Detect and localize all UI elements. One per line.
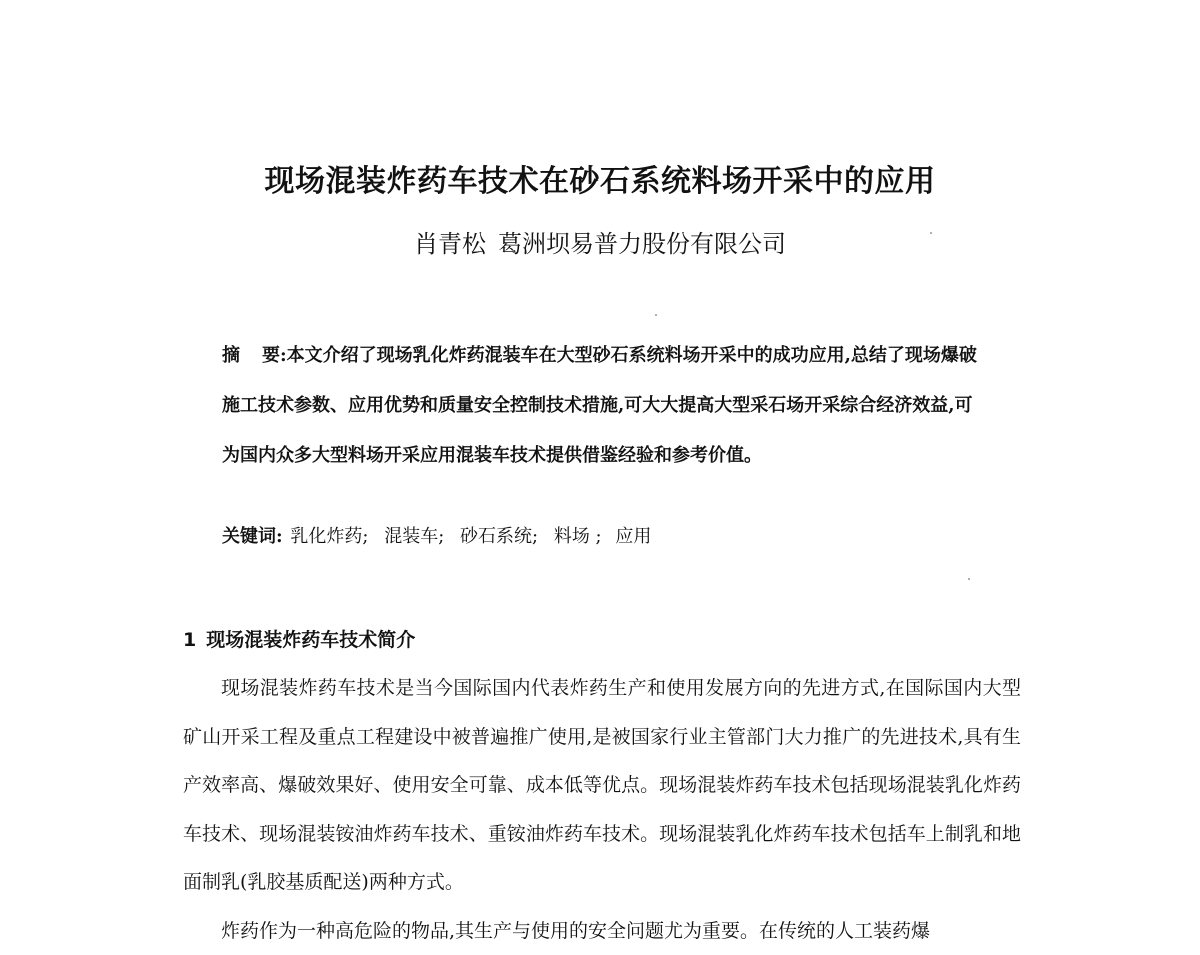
keyword-item: 乳化炸药; — [290, 526, 368, 547]
abstract-label — [222, 345, 287, 366]
body-paragraph: 炸药作为一种高危险的物品,其生产与使用的安全问题尤为重要。在传统的人工装药爆 — [183, 907, 1021, 955]
author-name: 肖青松 — [414, 230, 486, 258]
keyword-item: 砂石系统; — [460, 526, 538, 547]
abstract-block — [222, 331, 982, 481]
section-body — [183, 664, 1021, 955]
abstract-label-char2: 要: — [262, 345, 287, 366]
keyword-item: 混装车; — [384, 526, 444, 547]
keyword-item: 应用 — [615, 526, 651, 547]
abstract-label-char1: 摘 — [222, 345, 240, 366]
scan-speck — [930, 232, 932, 234]
section-title: 现场混装炸药车技术简介 — [206, 629, 415, 651]
keyword-item: 料场 ; — [554, 526, 602, 547]
scan-speck — [655, 314, 657, 316]
scan-speck — [968, 578, 970, 580]
keywords-label: 关键词: — [222, 526, 283, 547]
section-number: 1 — [183, 629, 196, 651]
abstract-text: 本文介绍了现场乳化炸药混装车在大型砂石系统料场开采中的成功应用,总结了现场爆破施工技术参数、应用优势和质量安全控制技术措施,可大大提高大型采石场开采综合经济效益,可为国内众多大型料场开采应用混装车技术提供借鉴经验和参考价值。 — [222, 345, 977, 466]
author-line — [0, 224, 1200, 259]
paper-title: 现场混装炸药车技术在砂石系统料场开采中的应用 — [0, 156, 1200, 200]
body-paragraph: 现场混装炸药车技术是当今国际国内代表炸药生产和使用发展方向的先进方式,在国际国内大型矿山开采工程及重点工程建设中被普遍推广使用,是被国家行业主管部门大力推广的先进技术,具有生产效率高、爆破效果好、使用安全可靠、成本低等优点。现场混装炸药车技术包括现场混装乳化炸药车技术、现场混装铵油炸药车技术、重铵油炸药车技术。现场混装乳化炸药车技术包括车上制乳和地面制乳(乳胶基质配送)两种方式。 — [183, 664, 1021, 907]
author-affiliation: 葛洲坝易普力股份有限公司 — [498, 230, 786, 258]
keywords-line — [222, 522, 982, 548]
section-heading — [183, 625, 415, 652]
